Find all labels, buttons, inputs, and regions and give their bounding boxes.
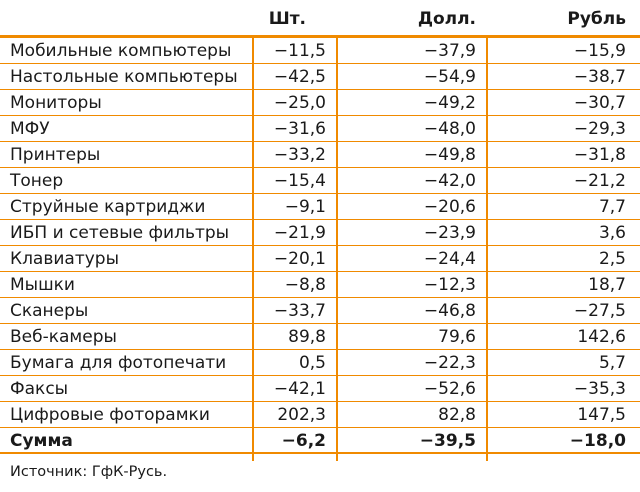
row-value: 2,5 — [598, 249, 626, 269]
row-value: −15,9 — [573, 41, 626, 61]
row-value: −49,2 — [423, 93, 476, 113]
table-row — [0, 246, 640, 272]
source-note: Источник: ГфК-Русь. — [10, 464, 168, 480]
row-value: −20,1 — [273, 249, 326, 269]
table-row — [0, 376, 640, 402]
row-value: −22,3 — [423, 353, 476, 373]
row-value: −48,0 — [423, 119, 476, 139]
total-label: Сумма — [10, 431, 73, 451]
row-value: −31,6 — [273, 119, 326, 139]
row-value: 89,8 — [288, 327, 326, 347]
row-label: ИБП и сетевые фильтры — [10, 223, 230, 243]
total-value: −39,5 — [419, 431, 476, 451]
row-value: −23,9 — [423, 223, 476, 243]
row-value: −54,9 — [423, 67, 476, 87]
row-value: −11,5 — [273, 41, 326, 61]
row-value: −31,8 — [573, 145, 626, 165]
data-table — [0, 35, 640, 454]
row-value: 79,6 — [438, 327, 476, 347]
row-value: −29,3 — [573, 119, 626, 139]
row-value: 3,6 — [598, 223, 626, 243]
row-label: Принтеры — [10, 145, 101, 165]
row-value: 7,7 — [598, 197, 626, 217]
row-value: −33,7 — [273, 301, 326, 321]
row-value: −24,4 — [423, 249, 476, 269]
row-value: 142,6 — [577, 327, 626, 347]
table-row — [0, 168, 640, 194]
row-label: МФУ — [10, 119, 50, 139]
row-value: −52,6 — [423, 379, 476, 399]
row-value: −9,1 — [284, 197, 326, 217]
row-value: −38,7 — [573, 67, 626, 87]
table-header — [0, 0, 640, 34]
column-header-units: Шт. — [268, 9, 306, 29]
row-value: −35,3 — [573, 379, 626, 399]
row-value: −42,5 — [273, 67, 326, 87]
row-label: Мобильные компьютеры — [10, 41, 232, 61]
row-label: Тонер — [10, 171, 64, 191]
row-label: Бумага для фотопечати — [10, 353, 227, 373]
row-value: 82,8 — [438, 405, 476, 425]
row-label: Мониторы — [10, 93, 102, 113]
row-label: Веб-камеры — [10, 327, 117, 347]
row-value: −20,6 — [423, 197, 476, 217]
row-value: −15,4 — [273, 171, 326, 191]
row-value: 5,7 — [598, 353, 626, 373]
row-label: Клавиатуры — [10, 249, 120, 269]
row-value: 202,3 — [277, 405, 326, 425]
row-value: −30,7 — [573, 93, 626, 113]
table-row — [0, 142, 640, 168]
table-row — [0, 402, 640, 428]
table-row — [0, 194, 640, 220]
row-value: −27,5 — [573, 301, 626, 321]
column-header-rub: Рубль — [567, 9, 626, 29]
table-row — [0, 90, 640, 116]
row-value: −49,8 — [423, 145, 476, 165]
total-value: −18,0 — [569, 431, 626, 451]
table-row — [0, 116, 640, 142]
table-row — [0, 324, 640, 350]
column-divider — [252, 35, 254, 461]
row-value: 147,5 — [577, 405, 626, 425]
row-value: −42,0 — [423, 171, 476, 191]
column-header-usd: Долл. — [417, 9, 476, 29]
total-row — [0, 428, 640, 454]
row-value: −21,9 — [273, 223, 326, 243]
row-value: −21,2 — [573, 171, 626, 191]
row-value: −46,8 — [423, 301, 476, 321]
row-value: −12,3 — [423, 275, 476, 295]
total-value: −6,2 — [281, 431, 326, 451]
row-label: Факсы — [10, 379, 69, 399]
row-label: Струйные картриджи — [10, 197, 206, 217]
table-row — [0, 220, 640, 246]
row-label: Сканеры — [10, 301, 89, 321]
row-label: Цифровые фоторамки — [10, 405, 210, 425]
row-label: Мышки — [10, 275, 75, 295]
table-row — [0, 38, 640, 64]
row-value: −33,2 — [273, 145, 326, 165]
column-divider — [486, 35, 488, 461]
column-divider — [336, 35, 338, 461]
table-row — [0, 64, 640, 90]
row-value: −8,8 — [284, 275, 326, 295]
row-label: Настольные компьютеры — [10, 67, 238, 87]
row-value: 0,5 — [298, 353, 326, 373]
table-row — [0, 298, 640, 324]
table-row — [0, 350, 640, 376]
row-value: −42,1 — [273, 379, 326, 399]
row-value: −25,0 — [273, 93, 326, 113]
table-row — [0, 272, 640, 298]
row-value: −37,9 — [423, 41, 476, 61]
row-value: 18,7 — [588, 275, 626, 295]
